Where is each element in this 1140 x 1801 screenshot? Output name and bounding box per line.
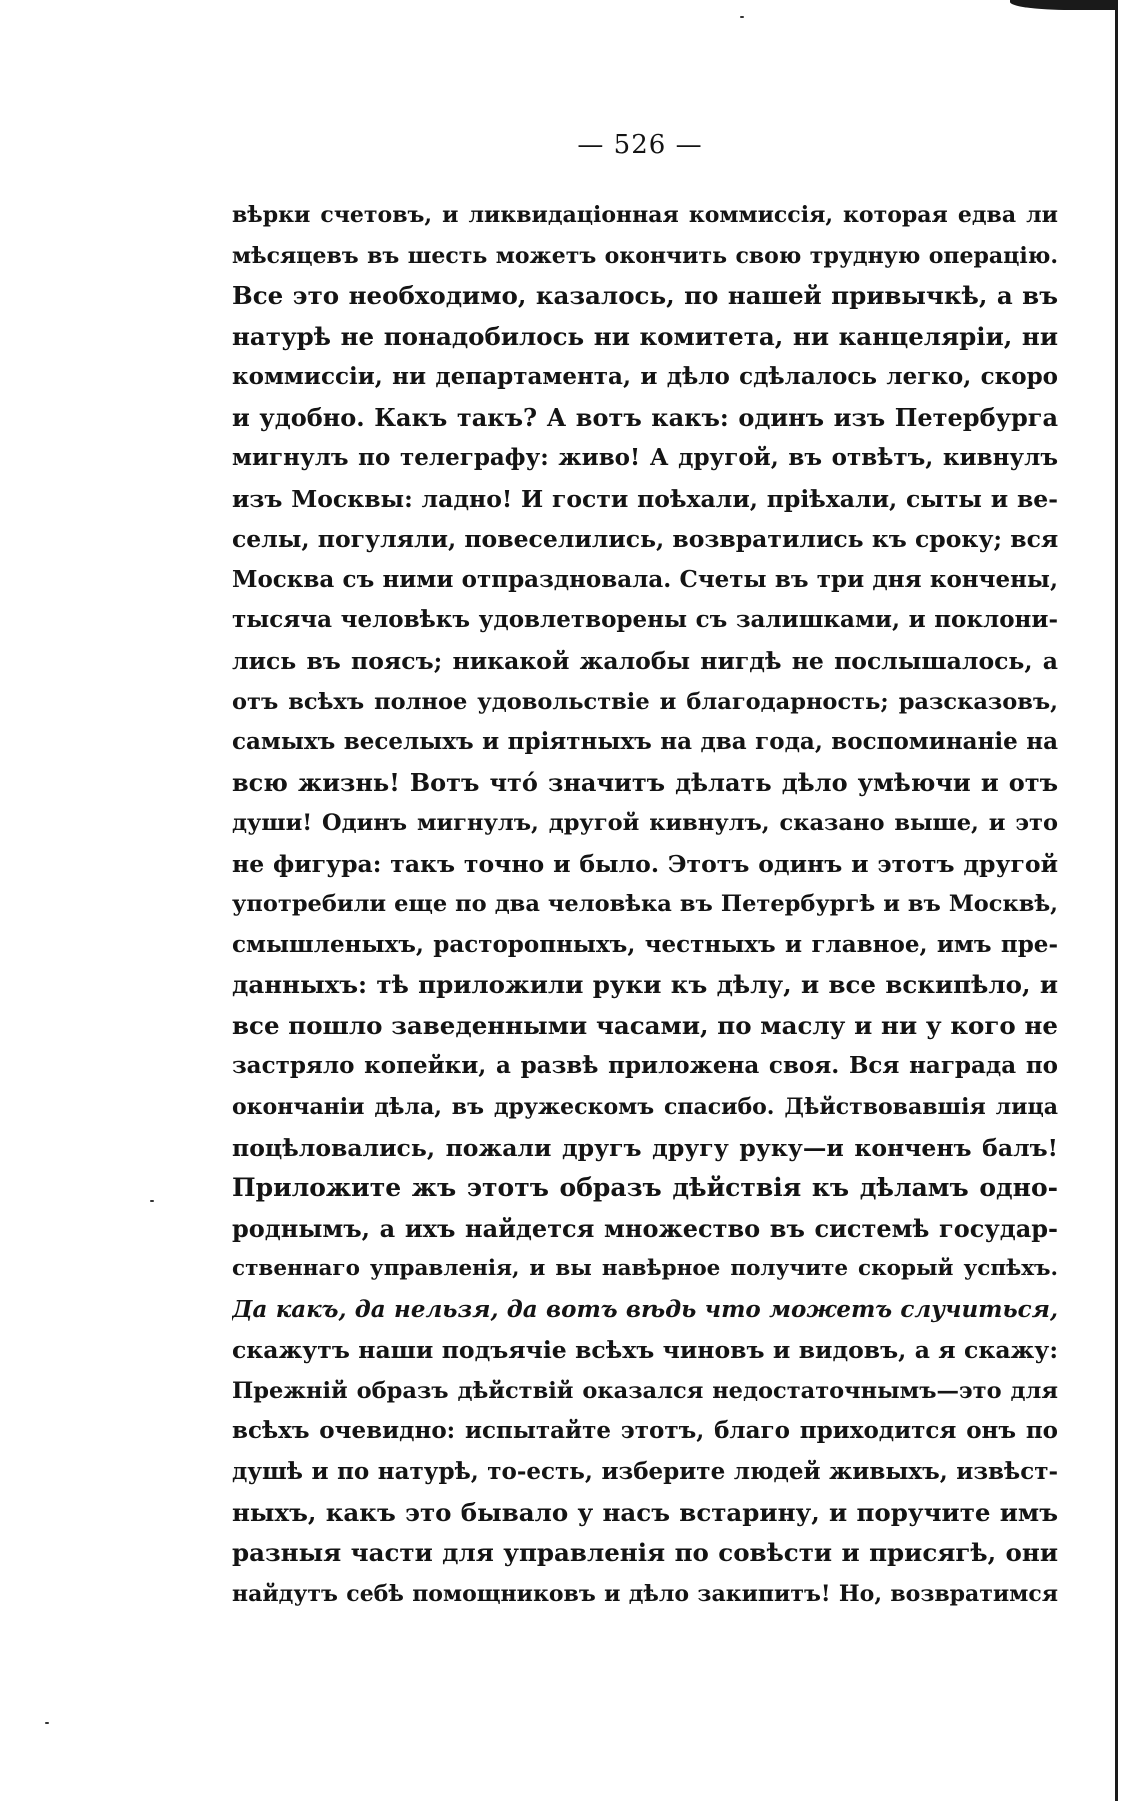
- text-line: разныя части для управленія по совѣсти и присягѣ, они: [232, 1538, 1058, 1568]
- text-line: отъ всѣхъ полное удовольствіе и благодарность; разсказовъ,: [232, 688, 1058, 715]
- text-line: все пошло заведенными часами, по маслу и ни у кого не: [232, 1010, 1058, 1040]
- text-line: селы, погуляли, повеселились, возвратились къ сроку; вся: [232, 525, 1058, 554]
- scan-speck: [740, 16, 744, 18]
- text-line: вѣрки счетовъ, и ликвидаціонная коммиссія, которая едва ли: [232, 202, 1058, 228]
- text-line: Москва съ ними отпраздновала. Счеты въ три дня кончены,: [232, 565, 1058, 593]
- text-line: смышленыхъ, расторопныхъ, честныхъ и главное, имъ пре-: [232, 930, 1058, 958]
- text-line: Все это необходимо, казалось, по нашей привычкѣ, а въ: [232, 281, 1058, 311]
- page-number: — 526 —: [577, 130, 703, 160]
- text-line: изъ Москвы: ладно! И гости поѣхали, пріѣхали, сыты и ве-: [232, 484, 1058, 513]
- text-line: души! Одинъ мигнулъ, другой кивнулъ, сказано выше, и это: [232, 810, 1058, 837]
- text-line: самыхъ веселыхъ и пріятныхъ на два года, воспоминаніе на: [232, 728, 1058, 756]
- text-line: мигнулъ по телеграфу: живо! А другой, въ отвѣтъ, кивнулъ: [232, 444, 1058, 472]
- text-line: окончаніи дѣла, въ дружескомъ спасибо. Дѣйствовавшія лица: [232, 1094, 1058, 1121]
- text-line: ственнаго управленія, и вы навѣрное получите скорый успѣхъ.: [232, 1256, 1058, 1282]
- text-line: роднымъ, а ихъ найдется множество въ системѣ государ-: [232, 1213, 1058, 1243]
- scan-speck: [45, 1722, 49, 1724]
- text-line: всю жизнь! Вотъ что́ значитъ дѣлать дѣло умѣючи и отъ: [232, 767, 1058, 797]
- text-line: мѣсяцевъ въ шесть можетъ окончить свою трудную операцію.: [232, 242, 1058, 269]
- text-line: душѣ и по натурѣ, то-есть, изберите людей живыхъ, извѣст-: [232, 1457, 1058, 1485]
- text-line: и удобно. Какъ такъ? А вотъ какъ: одинъ изъ Петербурга: [232, 402, 1058, 432]
- text-line: застряло копейки, а развѣ приложена своя. Вся награда по: [232, 1052, 1058, 1080]
- body-text: [232, 195, 1058, 1614]
- text-line: тысяча человѣкъ удовлетворены съ залишками, и поклони-: [232, 606, 1058, 634]
- text-line: найдутъ себѣ помощниковъ и дѣло закипитъ! Но, возвратимся: [232, 1580, 1058, 1607]
- text-line: ныхъ, какъ это бывало у насъ встарину, и поручите имъ: [232, 1497, 1058, 1527]
- scan-page-edge: [1115, 0, 1118, 1801]
- text-line: данныхъ: тѣ приложили руки къ дѣлу, и все вскипѣло, и: [232, 970, 1058, 1000]
- text-line: не фигура: такъ точно и было. Этотъ одинъ и этотъ другой: [232, 849, 1058, 878]
- text-line: Прежній образъ дѣйствій оказался недостаточнымъ—это для: [232, 1377, 1058, 1404]
- text-line: лись въ поясъ; никакой жалобы нигдѣ не послышалось, а: [232, 647, 1058, 676]
- text-line: коммиссіи, ни департамента, и дѣло сдѣлалось легко, скоро: [232, 363, 1058, 391]
- text-line: поцѣловались, пожали другъ другу руку—и конченъ балъ!: [232, 1133, 1058, 1162]
- text-line: скажутъ наши подъячіе всѣхъ чиновъ и видовъ, а я скажу:: [232, 1336, 1058, 1365]
- text-line: Приложите жъ этотъ образъ дѣйствія къ дѣламъ одно-: [232, 1173, 1058, 1203]
- text-line: натурѣ не понадобилось ни комитета, ни канцеляріи, ни: [232, 321, 1058, 351]
- scan-speck: [150, 1200, 154, 1202]
- scan-edge-smudge: [1010, 0, 1118, 10]
- text-line: употребили еще по два человѣка въ Петербургѣ и въ Москвѣ,: [232, 891, 1058, 918]
- italic-text-line: Да какъ, да нельзя, да вотъ вѣдь что можетъ случиться,: [232, 1295, 1058, 1323]
- text-line: всѣхъ очевидно: испытайте этотъ, благо приходится онъ по: [232, 1417, 1058, 1445]
